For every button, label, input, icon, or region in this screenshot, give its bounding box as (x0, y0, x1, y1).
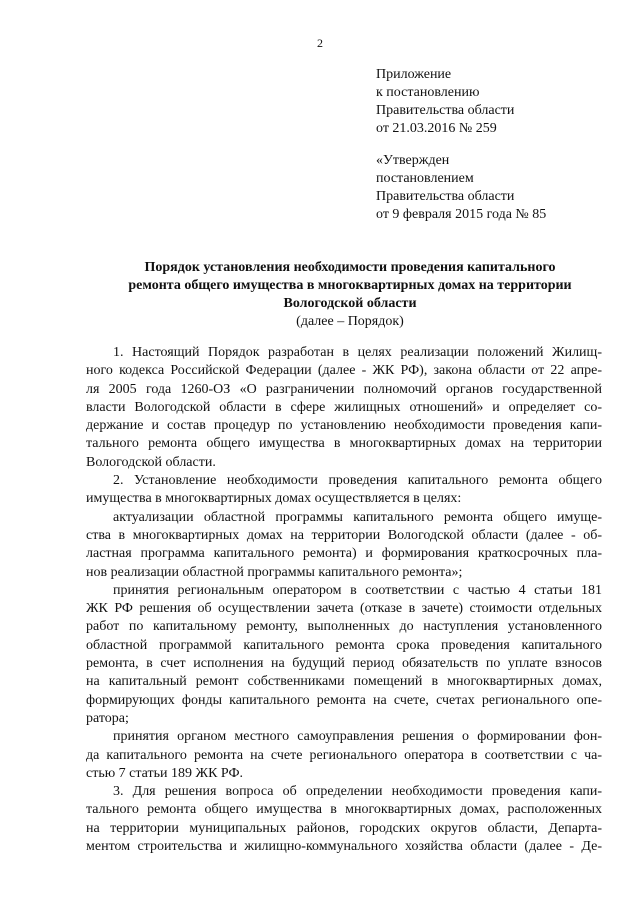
body-line: ЖК РФ решения об осуществлении зачета (отказе в зачете) стоимости отдельных (86, 601, 602, 617)
body-line: нов реализации областной программы капитального ремонта»; (86, 564, 463, 580)
title-subtitle: (далее – Порядок) (296, 314, 404, 329)
body-line: принятия региональным оператором в соответствии с частью 4 статьи 181 (113, 582, 602, 598)
body-line: тального ремонта общего имущества в многоквартирных домах на территории (86, 436, 602, 452)
body-line: держание и состав процедур по установлению необходимости проведения капи- (86, 418, 602, 434)
body-line: 2. Установление необходимости проведения капитального ремонта общего (113, 473, 602, 489)
body-line: ластная программа капитального ремонта) и формирования краткосрочных пла- (86, 546, 602, 562)
body-line: ного кодекса Российской Федерации (далее - ЖК РФ), закона области от 22 апре- (86, 363, 602, 379)
body-line: ства в многоквартирных домах на территории Вологодской области (далее - об- (86, 527, 602, 543)
body-line: стью 7 статьи 189 ЖК РФ. (86, 765, 244, 781)
appendix-line: к постановлению (376, 85, 480, 100)
body-line: имущества в многоквартирных домах осуществляется в целях: (86, 491, 462, 507)
body-line: да капитального ремонта на счете регионального оператора в соответствии с ча- (86, 747, 602, 763)
body-line: актуализации областной программы капитального ремонта общего имуще- (113, 509, 602, 525)
body-line: принятия органом местного самоуправления решения о формировании фон- (113, 729, 602, 745)
body-line: ля 2005 года 1260-ОЗ «О разграничении полномочий органов государственной (86, 381, 602, 397)
approved-line: от 9 февраля 2015 года № 85 (376, 207, 547, 222)
approved-line: Правительства области (376, 189, 515, 204)
body-line: Вологодской области. (86, 454, 216, 470)
body-line: 1. Настоящий Порядок разработан в целях реализации положений Жилищ- (113, 345, 602, 360)
title-line: ремонта общего имущества в многоквартирных домах на территории (128, 278, 572, 293)
appendix-header (376, 66, 514, 138)
body-line: работ по капитальному ремонту, выполненных до наступления установленного (86, 619, 602, 635)
body-line: на капитальный ремонт собственниками помещений в многоквартирных домах, (86, 674, 602, 690)
body-line: на территории муниципальных районов, городских округов области, Департа- (86, 820, 602, 836)
body-line: областной программой капитального ремонта срока проведения капитального (86, 637, 602, 653)
body-line: власти Вологодской области в сфере жилищных отношений» и определяет со- (86, 399, 602, 415)
body-line: ремонта, в счет исполнения на будущий период обязательств по уплате взносов (86, 656, 602, 672)
appendix-line: Правительства области (376, 103, 515, 118)
approved-line: постановлением (376, 171, 474, 186)
body-line: тального ремонта общего имущества в многоквартирных домах, расположенных (86, 802, 602, 818)
title-line: Порядок установления необходимости проведения капитального (144, 260, 556, 275)
appendix-line: от 21.03.2016 № 259 (376, 121, 497, 136)
appendix-line: Приложение (376, 67, 452, 82)
body-line: формирующих фонды капитального ремонта на счете, счетах регионального опе- (86, 692, 602, 708)
body-line: ментом строительства и жилищно-коммунального хозяйства области (далее - Де- (86, 839, 602, 855)
title-line: Вологодской области (283, 296, 417, 311)
body-line: 3. Для решения вопроса об определении необходимости проведения капи- (113, 784, 602, 800)
body-line: ратора; (86, 710, 129, 726)
approved-line: «Утвержден (376, 153, 450, 168)
approved-header (376, 152, 546, 224)
page-number: 2 (317, 36, 323, 50)
document-body (86, 344, 602, 856)
document-title (110, 259, 590, 331)
